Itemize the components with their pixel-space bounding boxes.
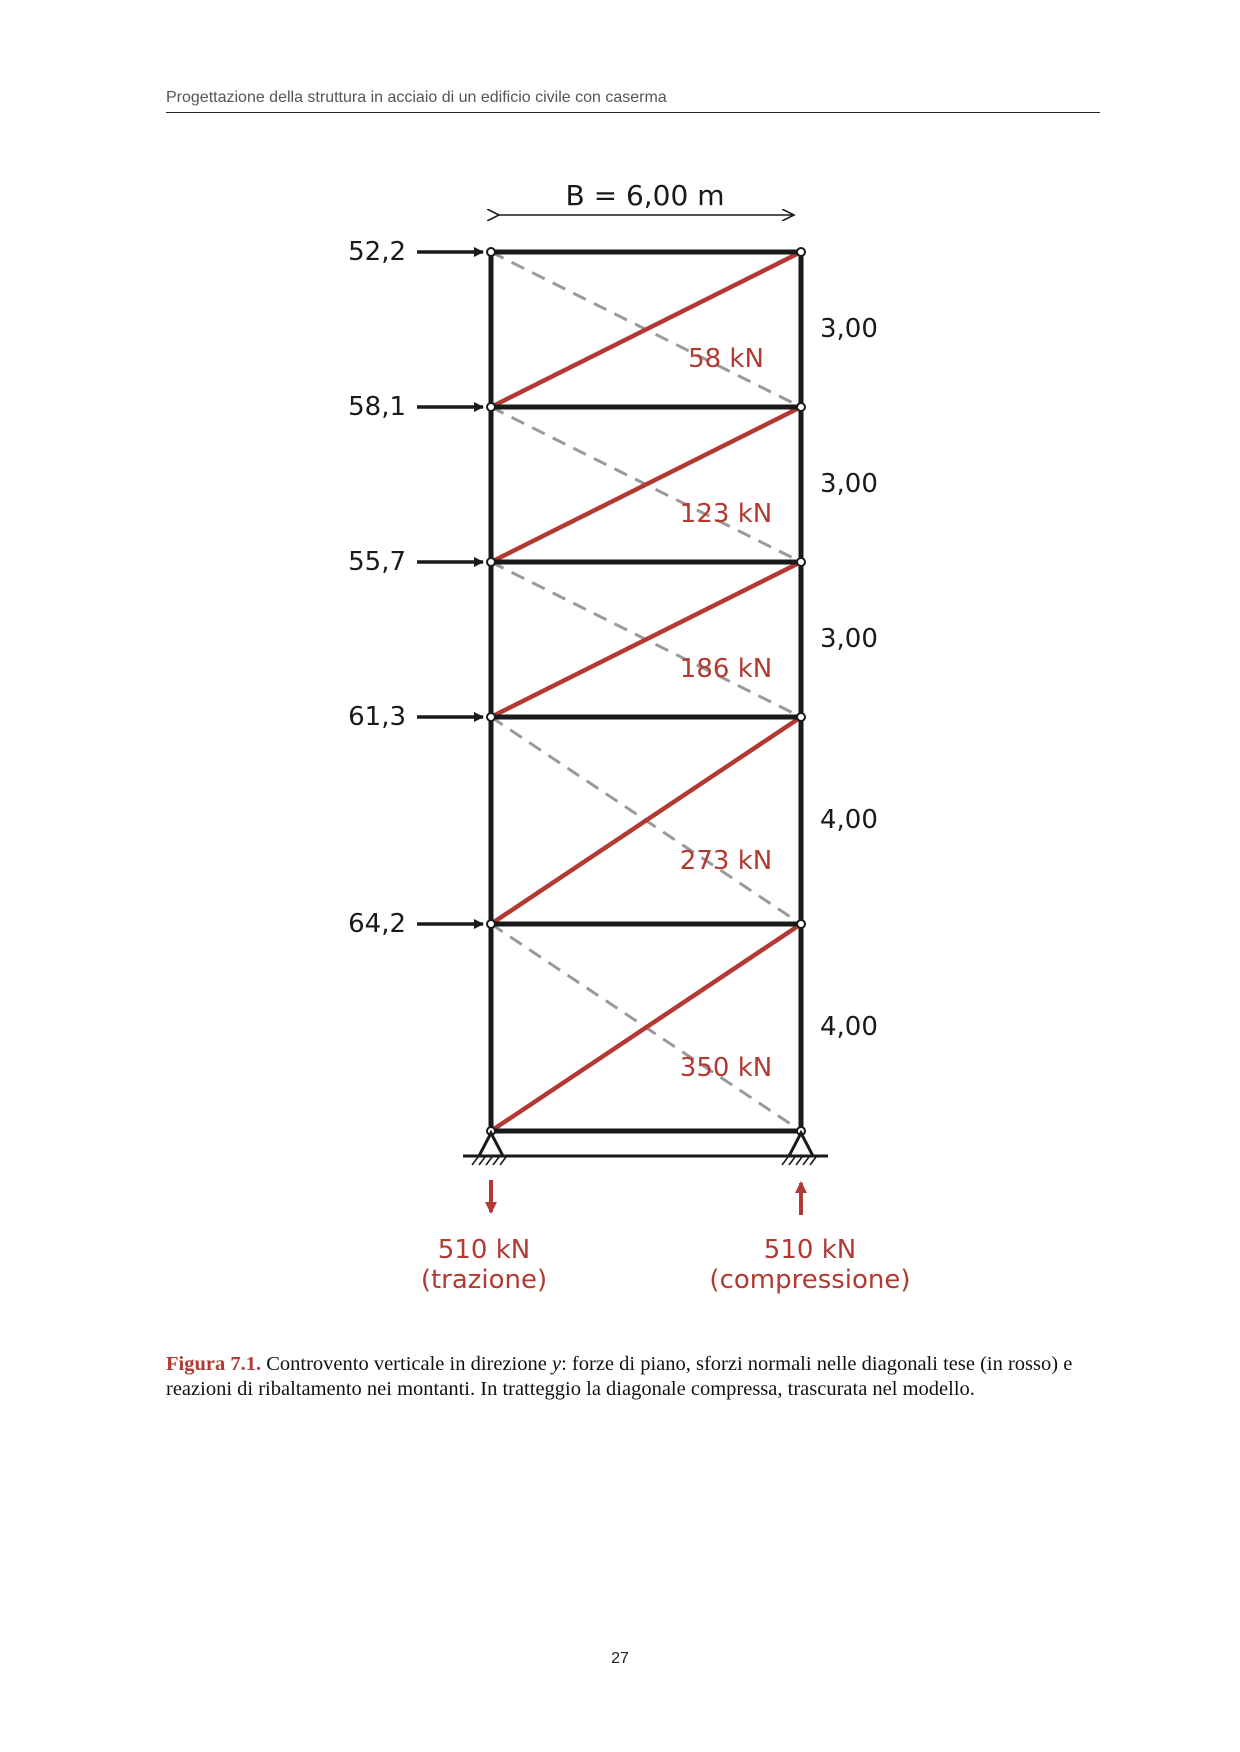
pin-support-right [789,1133,813,1156]
diagonal-force-1: 58 kN [688,344,764,374]
reaction-left-value: 510 kN [437,1235,531,1265]
caption-text-part1: Controvento verticale in direzione [261,1353,552,1375]
diagonal-force-4: 273 kN [679,846,773,876]
storey-height-4: 4,00 [820,805,878,835]
load-label-2: 58,1 [348,392,406,422]
diagonal-force-3: 186 kN [679,654,773,684]
joint [487,713,495,721]
width-label: B = 6,00 m [565,179,725,212]
joint [797,558,805,566]
joint [797,248,805,256]
joint [487,558,495,566]
figure-caption [166,1352,1100,1402]
storey-height-1: 3,00 [820,314,878,344]
storey-height-5: 4,00 [820,1012,878,1042]
hatch-right [782,1157,816,1165]
joint [487,248,495,256]
pin-support-left [479,1133,503,1156]
joint [487,920,495,928]
joint [797,713,805,721]
load-label-4: 61,3 [348,702,406,732]
load-label-3: 55,7 [348,547,406,577]
diagonal-force-5: 350 kN [679,1053,773,1083]
caption-label: Figura 7.1. [166,1353,262,1375]
load-label-1: 52,2 [348,237,406,267]
caption-text-part2: : forze di piano, sforzi normali nelle diagonali tese (in rosso) e reazioni di ribaltamento nei montanti. In tratteggio la diagonale compressa, trascurata nel modello. [166,1353,1073,1400]
reaction-right-value: 510 kN [763,1235,857,1265]
reaction-labels [421,1235,911,1295]
floor-load-labels [348,237,406,939]
supports [463,1133,828,1165]
storey-height-labels [820,314,878,1042]
joint [797,403,805,411]
storey-height-2: 3,00 [820,469,878,499]
hatch-left [472,1157,506,1165]
running-header: Progettazione della struttura in acciaio di un edificio civile con caserma [166,89,667,106]
joint [487,403,495,411]
diagonal-force-2: 123 kN [679,499,773,529]
floor-load-arrows [417,252,483,924]
joint [797,920,805,928]
storey-height-3: 3,00 [820,624,878,654]
reaction-left-type: (trazione) [420,1265,548,1295]
caption-variable: y [551,1353,562,1375]
load-label-5: 64,2 [348,909,406,939]
joints [487,248,805,1135]
tension-diagonals [491,252,801,1131]
reaction-right-type: (compressione) [709,1265,911,1295]
page-number: 27 [611,1650,629,1667]
